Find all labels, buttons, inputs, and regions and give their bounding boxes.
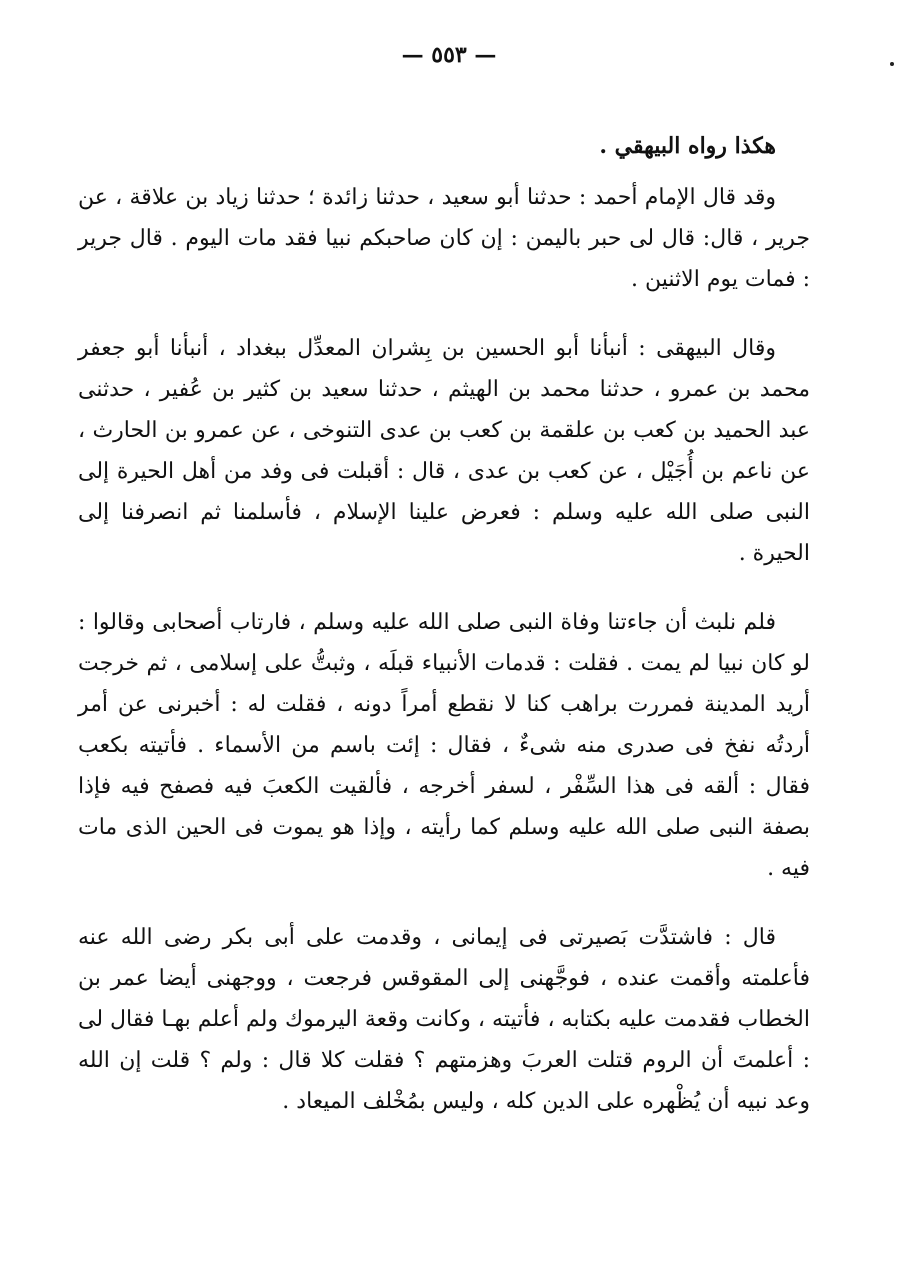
paragraph-bayhaqi: وقال البيهقى : أنبأنا أبو الحسين بن بِشران المعدِّل ببغداد ، أنبأنا أبو جعفر محمد بن عمرو ، حدثنا محمد بن الهيثم ، حدثنا سعيد بن كثير بن عُفير ، حدثنى عبد الحميد بن كعب بن علقمة بن كعب بن عدى التنوخى ، عن عمرو بن الحارث ، عن ناعم بن أُجَيْل ، عن كعب بن عدى ، قال : أقبلت فى وفد من أهل الحيرة إلى النبى صلى الله عليه وسلم : فعرض علينا الإسلام ، فأسلمنا ثم انصرفنا إلى الحيرة . <box>78 336 810 566</box>
paragraph-jarir: وقد قال الإمام أحمد : حدثنا أبو سعيد ، حدثنا زائدة ؛ حدثنا زياد بن علاقة ، عن جرير ، قال: قال لى حبر باليمن : إن كان صاحبكم نبيا فقد مات اليوم . قال جرير : فمات يوم الاثنين . <box>78 185 810 292</box>
paragraph-rahib: فلم نلبث أن جاءتنا وفاة النبى صلى الله عليه وسلم ، فارتاب أصحابى وقالوا : لو كان نبيا لم يمت . فقلت : قدمات الأنبياء قبلَه ، وثبتُّ على إسلامى ، ثم خرجت أريد المدينة فمررت براهب كنا لا نقطع أمراً دونه ، فقلت له : أخبرنى عن أمر أردتُه نفخ فى صدرى منه شىءٌ ، فقال : إئت باسم من الأسماء . فأتيته بكعب فقال : ألقه فى هذا السِّفْر ، لسفر أخرجه ، فألقيت الكعبَ فيه فصفح فيه فإذا بصفة النبى صلى الله عليه وسلم كما رأيته ، وإذا هو يموت فى الحين الذى مات فيه . <box>78 610 810 881</box>
paragraph-yarmuk: قال : فاشتدَّت بَصيرتى فى إيمانى ، وقدمت على أبى بكر رضى الله عنه فأعلمته وأقمت عنده ، فوجَّهنى إلى المقوقس فرجعت ، ووجهنى أيضا عمر بن الخطاب فقدمت عليه بكتابه ، فأتيته ، وكانت وقعة اليرموك ولم أعلم بهـا فقال لى : أعلمتَ أن الروم قتلت العربَ وهزمتهم ؟ فقلت كلا قال : ولم ؟ قلت إن الله وعد نبيه أن يُظْهره على الدين كله ، وليس بمُخْلف الميعاد . <box>78 925 810 1114</box>
page-body <box>78 112 810 1122</box>
paragraph-intro: هكذا رواه البيهقي . <box>599 133 776 159</box>
margin-dot <box>890 62 894 66</box>
page-number: — ٥٥٣ — <box>401 42 497 68</box>
